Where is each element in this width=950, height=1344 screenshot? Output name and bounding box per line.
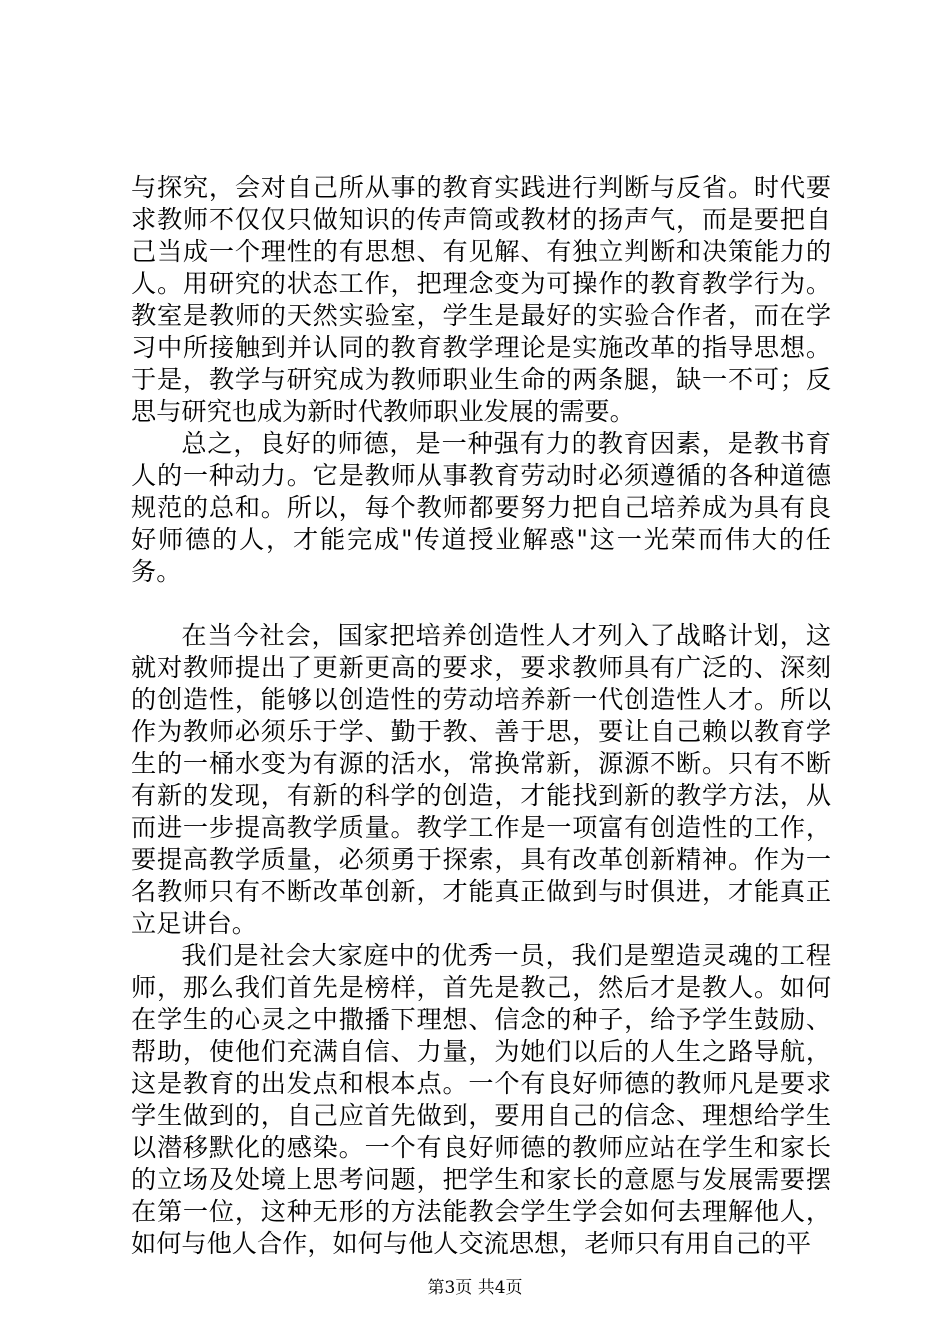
paragraph-conclusion: 总之，良好的师德，是一种强有力的教育因素，是教书育人的一种动力。它是教师从事教育劳动时必须遵循的各种道德规范的总和。所以，每个教师都要努力把自己培养成为具有良好师德的人，才能完成"传道授业解惑"这一光荣而伟大的任务。	[131, 429, 831, 586]
page-number-footer: 第3页 共4页	[427, 1278, 523, 1298]
document-body	[131, 172, 831, 1260]
paragraph-role-model: 我们是社会大家庭中的优秀一员，我们是塑造灵魂的工程师，那么我们首先是榜样，首先是教己，然后才是教人。如何在学生的心灵之中撒播下理想、信念的种子，给予学生鼓励、帮助，使他们充满自信、力量，为她们以后的人生之路导航，这是教育的出发点和根本点。一个有良好师德的教师凡是要求学生做到的，自己应首先做到，要用自己的信念、理想给学生以潜移默化的感染。一个有良好师德的教师应站在学生和家长的立场及处境上思考问题，把学生和家长的意愿与发展需要摆在第一位，这种无形的方法能教会学生学会如何去理解他人，如何与他人合作，如何与他人交流思想，老师只有用自己的平	[131, 941, 831, 1258]
paragraph-continued: 与探究，会对自己所从事的教育实践进行判断与反省。时代要求教师不仅仅只做知识的传声筒或教材的扬声气，而是要把自己当成一个理性的有思想、有见解、有独立判断和决策能力的人。用研究的状态工作，把理念变为可操作的教育教学行为。教室是教师的天然实验室，学生是最好的实验合作者，而在学习中所接触到并认同的教育教学理论是实施改革的指导思想。于是，教学与研究成为教师职业生命的两条腿，缺一不可；反思与研究也成为新时代教师职业发展的需要。	[131, 173, 831, 426]
paragraph-gap	[131, 588, 831, 620]
paragraph-innovation: 在当今社会，国家把培养创造性人才列入了战略计划，这就对教师提出了更新更高的要求，要求教师具有广泛的、深刻的创造性，能够以创造性的劳动培养新一代创造性人才。所以作为教师必须乐于学、勤于教、善于思，要让自己赖以教育学生的一桶水变为有源的活水，常换常新，源源不断。只有不断有新的发现，有新的科学的创造，才能找到新的教学方法，从而进一步提高教学质量。教学工作是一项富有创造性的工作，要提高教学质量，必须勇于探索，具有改革创新精神。作为一名教师只有不断改革创新，才能真正做到与时俱进，才能真正立足讲台。	[131, 621, 831, 938]
